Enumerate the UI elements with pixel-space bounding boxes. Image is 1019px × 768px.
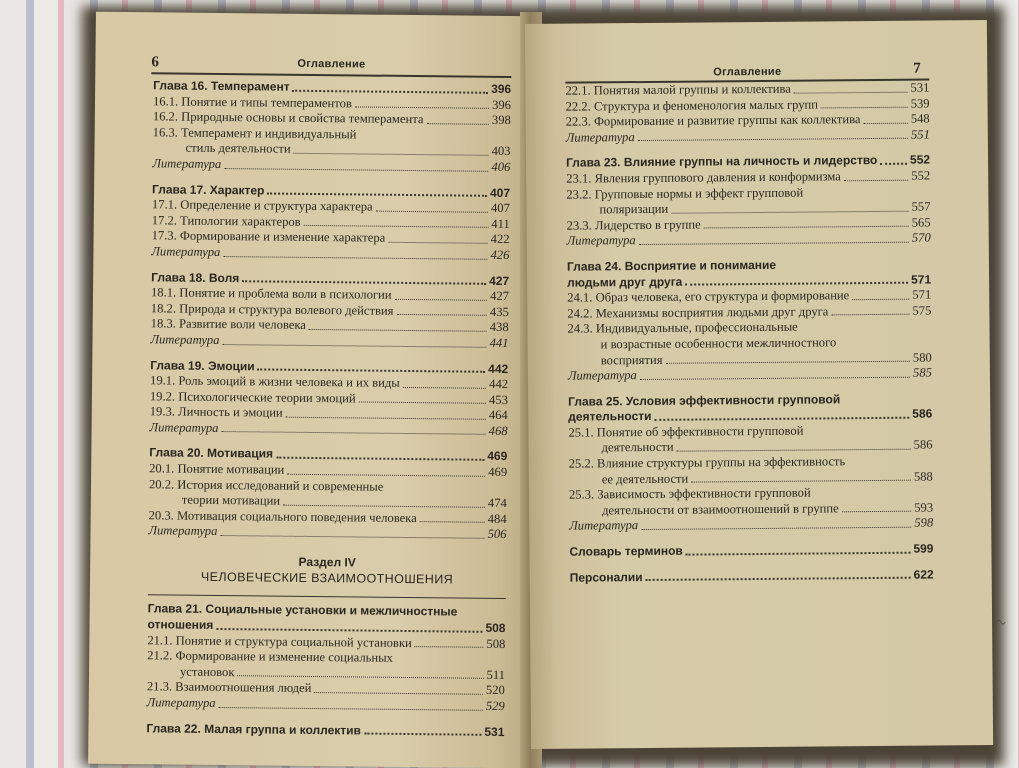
toc-left	[146, 78, 511, 740]
toc-row	[568, 366, 932, 385]
toc-title: 23.3. Лидерство в группе	[566, 217, 701, 233]
leader-dots	[831, 314, 909, 316]
toc-page-number: 403	[491, 144, 511, 159]
toc-page-number: 508	[485, 620, 506, 636]
toc-page-number: 474	[487, 496, 507, 511]
leader-dots	[844, 179, 908, 181]
toc-page-number: 539	[910, 96, 930, 111]
leader-dots	[685, 282, 908, 286]
toc-title: Глава 20. Мотивация	[149, 445, 274, 462]
toc-title: 17.3. Формирование и изменение характера	[151, 228, 386, 246]
toc-left-list	[148, 78, 511, 543]
toc-title: 18.2. Природа и структура волевого действия	[150, 301, 394, 318]
toc-title: 25.1. Понятие об эффективности групповой	[568, 423, 804, 440]
toc-page-number: 551	[910, 127, 930, 142]
toc-title: 18.3. Развитие воли человека	[150, 316, 306, 333]
leader-dots	[283, 505, 485, 508]
toc-title: 16.1. Понятие и типы темпераментов	[152, 93, 352, 110]
leader-dots	[852, 298, 909, 299]
leader-dots	[216, 628, 482, 633]
toc-chapter	[146, 721, 504, 740]
toc-title: 21.3. Взаимоотношения людей	[146, 679, 312, 696]
right-page	[525, 20, 993, 749]
toc-page-number: 407	[490, 201, 510, 216]
toc-page-number: 570	[911, 230, 931, 246]
leader-dots	[276, 457, 484, 461]
leader-dots	[686, 551, 911, 555]
toc-title: 16.2. Природные основы и свойства темперамента	[152, 109, 424, 127]
leader-dots	[646, 577, 911, 581]
leader-dots	[359, 402, 486, 404]
toc-page-number: 593	[914, 500, 934, 515]
toc-row	[567, 231, 931, 250]
leader-dots	[220, 535, 484, 539]
toc-page-number: 520	[485, 683, 505, 698]
leader-dots	[242, 280, 486, 285]
toc-title: 18.1. Понятие и проблема воли в психологии	[150, 285, 392, 302]
toc-title: Глава 19. Эмоции	[150, 357, 255, 373]
toc-page-number: 426	[490, 247, 510, 262]
leader-dots	[638, 138, 908, 141]
leader-dots	[224, 168, 488, 172]
running-head: Оглавление	[713, 65, 782, 79]
toc-title: 25.2. Влияние структуры группы на эффективность	[568, 454, 846, 471]
toc-title: 24.3. Индивидуальные, профессиональные	[567, 319, 798, 336]
leader-dots	[219, 707, 483, 711]
toc-page-number: 557	[911, 199, 931, 214]
toc-page-number: 552	[909, 152, 931, 168]
toc-title-cont: стиль деятельности	[185, 141, 291, 157]
leader-dots	[355, 107, 489, 109]
leader-dots	[821, 107, 908, 109]
left-page	[88, 12, 540, 768]
toc-literature	[567, 231, 931, 250]
toc-page-number: 438	[489, 320, 509, 335]
leader-dots	[237, 676, 483, 680]
toc-page-number: 571	[912, 287, 932, 302]
toc-page-number: 588	[913, 469, 933, 484]
leader-dots	[426, 123, 488, 125]
leader-dots	[677, 449, 911, 452]
toc-title: Литература	[150, 332, 220, 347]
toc-title-cont: ее деятельности	[601, 471, 689, 487]
toc-literature	[568, 366, 932, 385]
toc-section	[568, 422, 932, 456]
toc-row	[566, 127, 930, 146]
toc-row	[569, 516, 933, 535]
toc-page-number: 586	[912, 406, 933, 421]
leader-dots	[293, 89, 488, 93]
toc-title: Глава 16. Темперамент	[153, 78, 290, 94]
leader-dots	[222, 344, 486, 348]
toc-title: Литература	[148, 523, 218, 539]
leader-dots	[395, 299, 488, 301]
leader-dots	[223, 256, 487, 260]
toc-title: 16.3. Темперамент и индивидуальный	[152, 125, 357, 142]
toc-title: 22.3. Формирование и развитие группы как коллектива	[565, 112, 861, 129]
toc-page-number: 529	[485, 698, 505, 713]
leader-dots	[396, 314, 486, 316]
toc-title-cont: деятельности	[601, 440, 674, 455]
toc-title-cont: деятельности	[568, 409, 652, 424]
toc-literature	[566, 127, 930, 146]
toc-title: Глава 17. Характер	[152, 181, 265, 198]
toc-title: Персоналии	[569, 569, 643, 585]
toc-literature	[148, 524, 506, 543]
toc-row	[569, 542, 933, 561]
toc-title: Литература	[566, 233, 636, 249]
leader-dots	[267, 193, 487, 197]
toc-page-number: 580	[912, 349, 932, 365]
leader-dots	[258, 369, 486, 373]
toc-section	[566, 184, 930, 218]
toc-title-cont: людьми друг друга	[567, 274, 683, 290]
leader-dots	[221, 432, 485, 436]
toc-title-cont: и возрастные особенности межличностного	[600, 335, 837, 352]
toc-title-cont: отношения	[147, 617, 214, 632]
toc-page-number: 464	[488, 408, 508, 423]
toc-left-list-2	[146, 602, 505, 740]
toc-page-number: 442	[488, 361, 509, 376]
toc-title: Литература	[146, 695, 216, 710]
toc-page-number: 565	[911, 215, 931, 230]
toc-title: 17.1. Определение и структура характера	[151, 197, 373, 214]
toc-title: 19.1. Роль эмоций в жизни человека и их виды	[150, 373, 400, 390]
toc-title: Глава 23. Влияние группы на личность и лидерство	[565, 153, 878, 171]
toc-page-number: 548	[910, 111, 930, 126]
toc-title: Словарь терминов	[569, 543, 683, 559]
toc-title: 23.1. Явления группового давления и конформизма	[566, 169, 841, 186]
toc-title: 24.1. Образ человека, его структура и формирование	[567, 288, 850, 305]
leader-dots	[654, 417, 909, 421]
toc-section	[149, 477, 507, 512]
toc-page-number: 411	[491, 216, 510, 231]
toc-page-number: 469	[487, 449, 508, 464]
toc-row	[146, 721, 504, 740]
toc-page-number: 422	[490, 232, 510, 247]
toc-right	[565, 81, 933, 586]
toc-title: Глава 22. Малая группа и коллектив	[146, 720, 362, 738]
leader-dots	[639, 242, 909, 245]
leader-dots	[388, 242, 487, 244]
toc-title: Литература	[152, 156, 222, 171]
toc-title: 22.2. Структура и феноменология малых групп	[565, 97, 819, 114]
toc-title: 23.2. Групповые нормы и эффект групповой	[566, 185, 804, 202]
toc-page-number: 398	[491, 113, 511, 128]
leader-dots	[691, 480, 911, 483]
leader-dots	[794, 91, 908, 93]
toc-title: Глава 24. Восприятие и понимание	[566, 257, 777, 274]
toc-title: 20.2. История исследований и современные	[148, 476, 384, 494]
leader-dots	[704, 226, 909, 229]
toc-page-number: 586	[913, 437, 933, 453]
toc-chapter	[569, 542, 933, 561]
toc-page-number: 396	[491, 81, 512, 97]
toc-chapter	[567, 256, 931, 290]
leader-dots	[665, 361, 909, 364]
toc-title: 21.1. Понятие и структура социальной установки	[147, 632, 412, 650]
toc-page-number: 531	[910, 80, 930, 95]
toc-page-number: 585	[912, 365, 932, 380]
toc-title-cont: поляризации	[599, 201, 669, 217]
leader-dots	[880, 163, 907, 165]
page-number: 6	[151, 54, 160, 71]
toc-title: Литература	[151, 244, 221, 259]
toc-section	[569, 454, 933, 488]
toc-title-cont: теории мотивации	[181, 492, 281, 508]
toc-page-number: 571	[910, 272, 932, 287]
toc-page-number: 598	[914, 515, 934, 531]
toc-page-number: 427	[490, 288, 510, 304]
toc-title: 20.3. Мотивация социального поведения человека	[148, 508, 417, 525]
leader-dots	[842, 511, 911, 513]
toc-title: 24.2. Механизмы восприятия людьми друг друга	[567, 304, 829, 321]
toc-title: 25.3. Зависимость эффективности групповой	[568, 485, 811, 502]
leader-dots	[314, 692, 483, 695]
toc-page-number: 406	[491, 159, 511, 175]
toc-title-cont: восприятия	[600, 352, 663, 367]
leader-dots	[864, 122, 908, 123]
toc-right-list	[565, 81, 933, 586]
toc-title: 19.3. Личность и эмоции	[149, 404, 283, 420]
toc-title: 21.2. Формирование и изменение социальных	[147, 648, 393, 666]
toc-section	[569, 485, 933, 519]
toc-chapter	[147, 602, 505, 637]
toc-title-cont: деятельности от взаимоотношений в группе	[602, 501, 839, 518]
leader-dots	[287, 473, 485, 476]
leader-dots	[304, 225, 489, 228]
leader-dots	[364, 733, 481, 736]
toc-title: 17.2. Типологии характеров	[151, 213, 301, 229]
toc-page-number: 427	[489, 273, 510, 288]
toc-page-number: 435	[489, 304, 509, 319]
leader-dots	[671, 210, 908, 213]
toc-page-number: 508	[486, 636, 506, 651]
toc-page-number: 469	[488, 464, 508, 480]
toc-title: 19.2. Психологические теории эмоций	[149, 388, 356, 406]
toc-row	[148, 524, 506, 543]
leader-dots	[420, 522, 485, 524]
leader-dots	[641, 527, 911, 530]
toc-section	[152, 125, 510, 160]
toc-title: Литература	[565, 129, 635, 145]
toc-title: Литература	[149, 420, 219, 435]
toc-page-number: 531	[484, 724, 505, 739]
toc-page-number: 441	[489, 335, 509, 350]
toc-title: Литература	[567, 368, 637, 383]
toc-section	[147, 648, 505, 683]
toc-page-number: 484	[487, 511, 507, 526]
toc-page-number: 599	[913, 541, 934, 556]
toc-page-number: 396	[492, 97, 512, 112]
leader-dots	[286, 417, 486, 420]
toc-page-number: 575	[912, 303, 932, 318]
part-title: ЧЕЛОВЕЧЕСКИЕ ВЗАИМООТНОШЕНИЯ	[200, 569, 454, 587]
leader-dots	[415, 646, 484, 648]
leader-dots	[640, 376, 910, 379]
running-head: Оглавление	[297, 57, 366, 71]
toc-chapter	[570, 567, 934, 586]
leader-dots	[294, 153, 489, 156]
toc-row	[570, 567, 934, 586]
toc-title: Глава 21. Социальные установки и межличностные	[147, 601, 458, 619]
leader-dots	[403, 387, 486, 389]
toc-title-cont: установок	[179, 664, 235, 679]
toc-title: 22.1. Понятия малой группы и коллектива	[565, 81, 791, 98]
toc-title: Литература	[569, 518, 639, 534]
toc-page-number: 453	[488, 392, 508, 407]
toc-page-number: 511	[486, 667, 506, 682]
page-number: 7	[913, 60, 921, 77]
toc-page-number: 506	[487, 527, 507, 542]
header-rule	[151, 72, 511, 77]
leader-dots	[376, 210, 488, 212]
toc-page-number: 442	[489, 376, 509, 392]
toc-chapter	[568, 391, 932, 425]
toc-title: Глава 25. Условия эффективности групповой	[568, 391, 841, 409]
toc-title: 20.1. Понятие мотивации	[149, 461, 285, 477]
toc-page-number: 468	[488, 423, 508, 438]
hair-mark: ~	[993, 610, 1010, 634]
part-rule	[148, 594, 506, 599]
toc-page-number: 622	[913, 567, 934, 582]
toc-section	[567, 319, 931, 369]
toc-page-number: 552	[911, 168, 931, 183]
toc-title: Глава 18. Воля	[151, 269, 240, 285]
part-label: Раздел IV	[298, 554, 356, 570]
toc-literature	[569, 516, 933, 535]
toc-page-number: 407	[489, 185, 511, 200]
leader-dots	[309, 329, 487, 332]
